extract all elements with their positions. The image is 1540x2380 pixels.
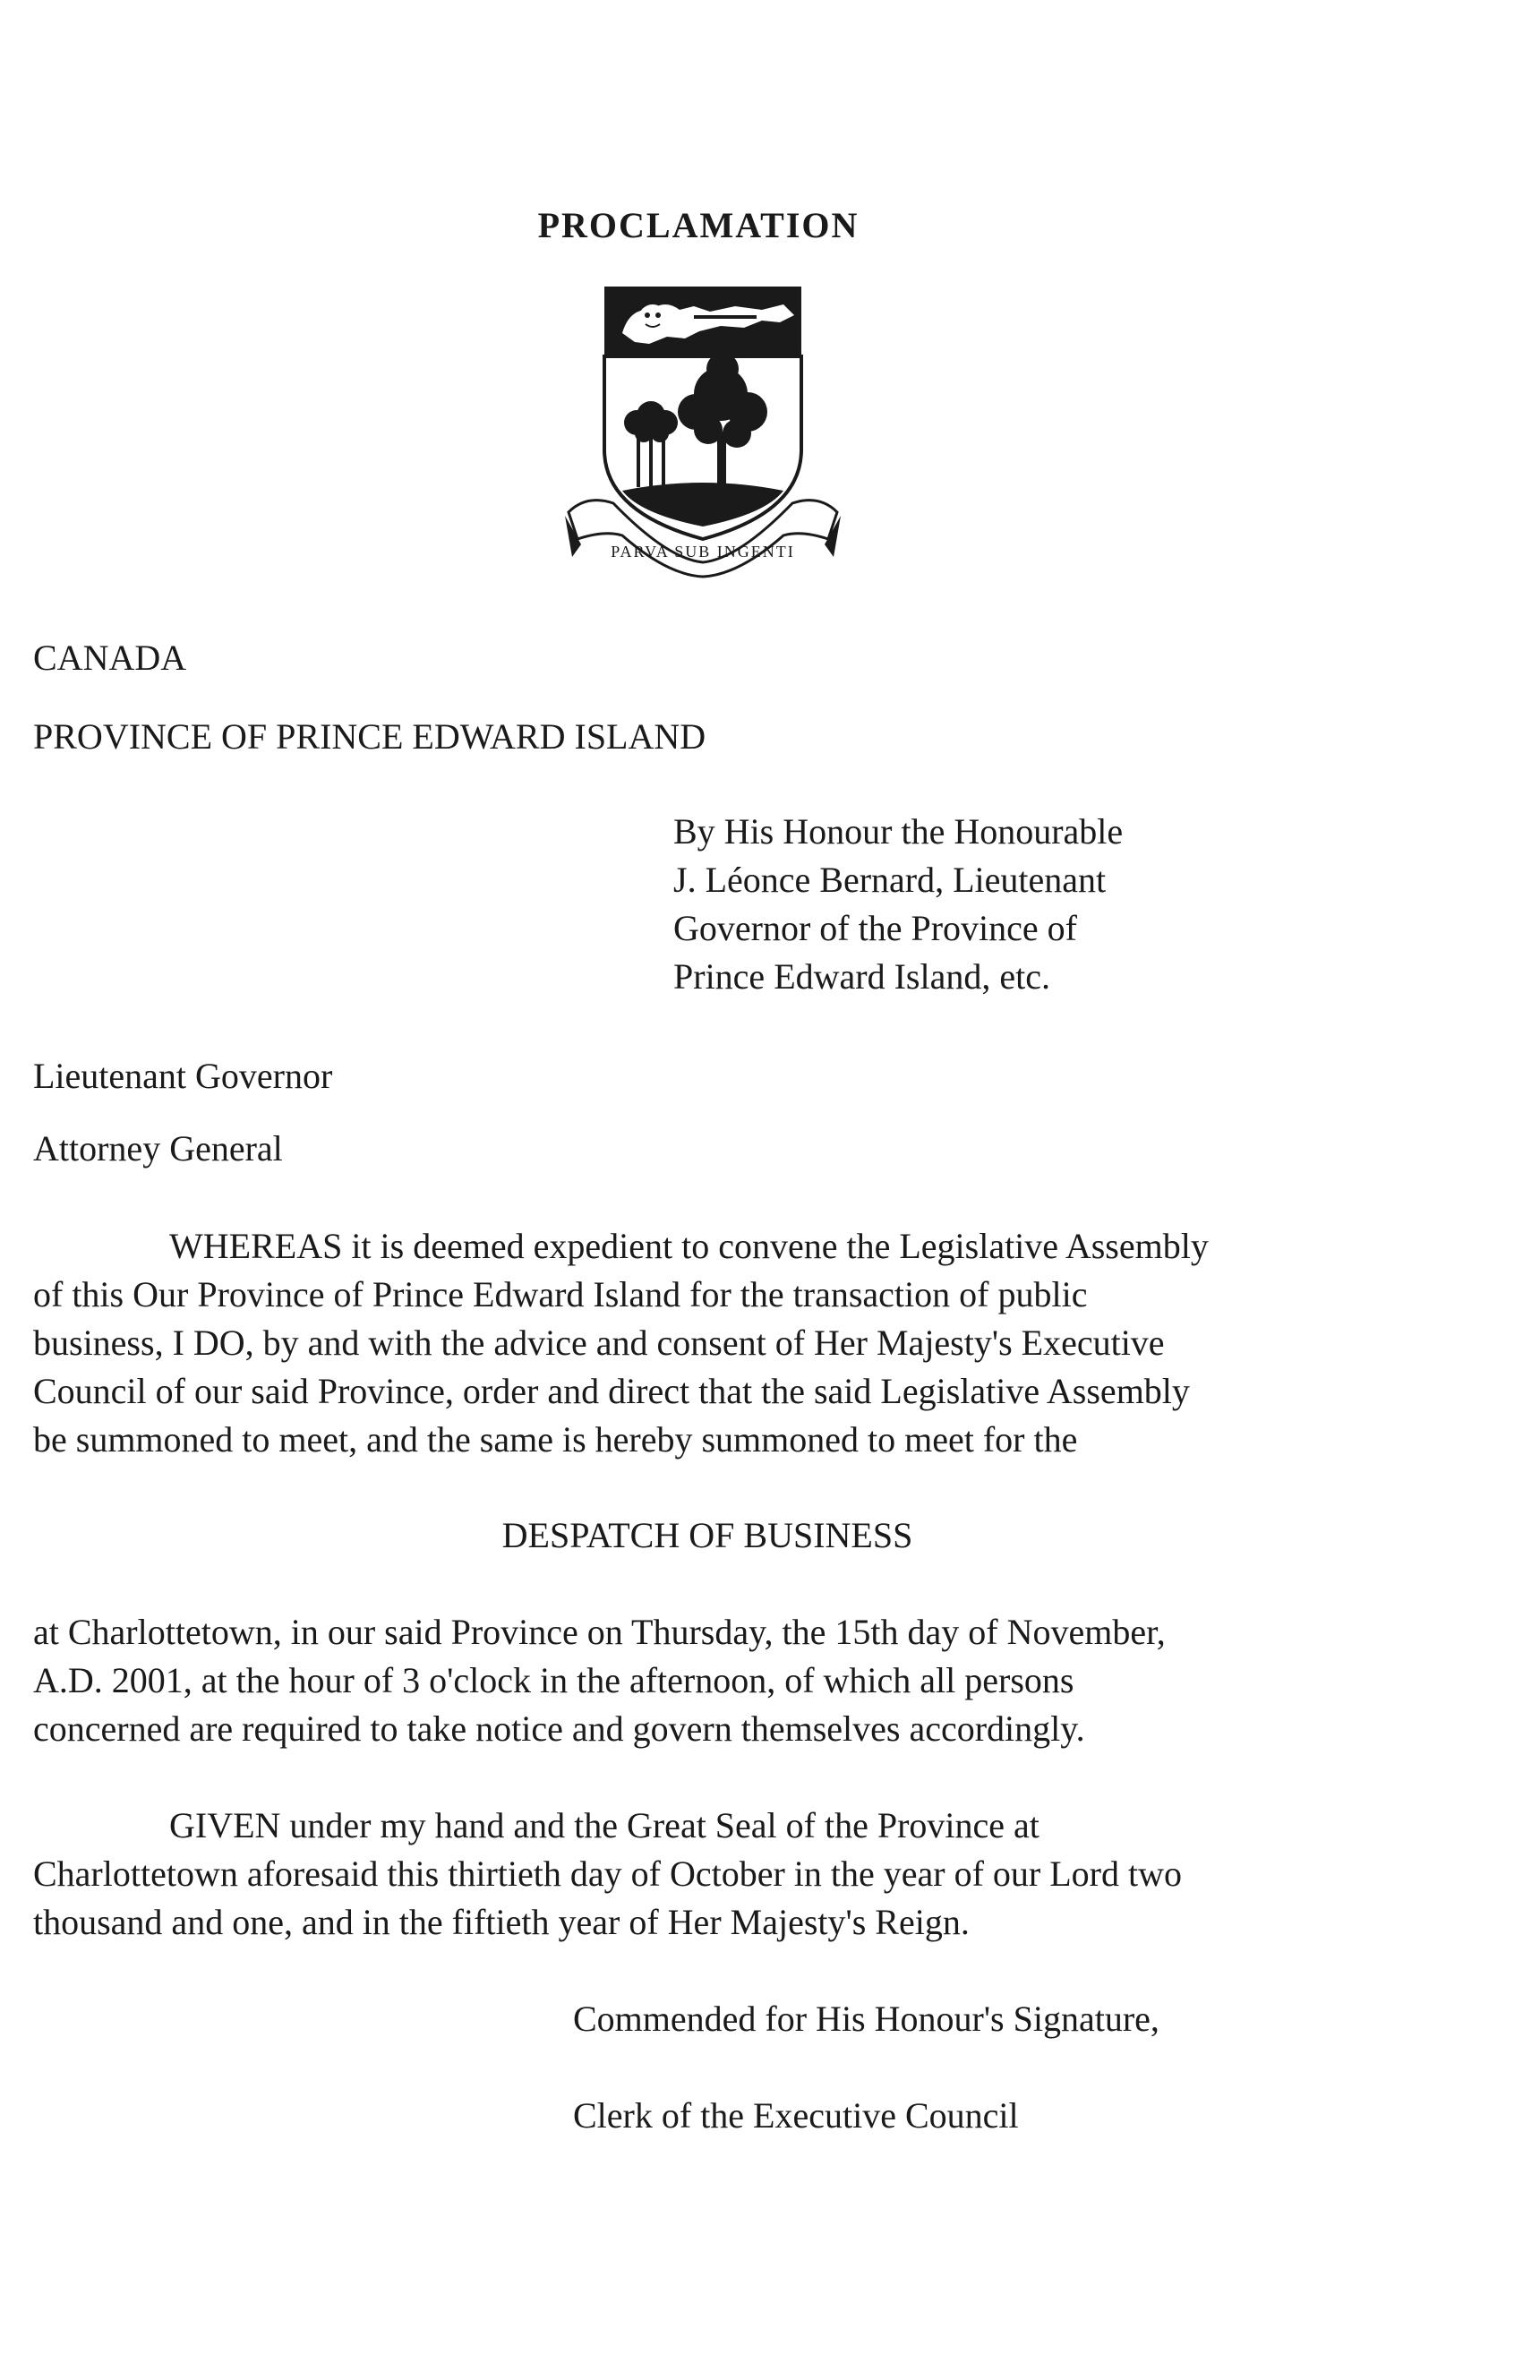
paragraph-line: business, I DO, by and with the advice and consent of Her Majesty's Executive	[33, 1323, 1165, 1363]
paragraph-line: be summoned to meet, and the same is hereby summoned to meet for the	[33, 1419, 1078, 1460]
paragraph-line: at Charlottetown, in our said Province on Thursday, the 15th day of November,	[33, 1612, 1166, 1652]
paragraph-line: thousand and one, and in the fiftieth year of Her Majesty's Reign.	[33, 1902, 970, 1942]
crest-motto: PARVA SUB INGENTI	[611, 543, 795, 561]
paragraph-line: concerned are required to take notice and govern themselves accordingly.	[33, 1708, 1085, 1749]
authority-block	[673, 808, 1300, 1001]
paragraph-line: GIVEN under my hand and the Great Seal of the Province at	[169, 1805, 1040, 1845]
coat-of-arms-icon	[560, 279, 846, 584]
attorney-general-label: Attorney General	[33, 1128, 283, 1169]
authority-line: By His Honour the Honourable	[673, 811, 1124, 852]
commended-line: Commended for His Honour's Signature,	[573, 1999, 1159, 2039]
paragraph-line: WHEREAS it is deemed expedient to convene the Legislative Assembly	[169, 1226, 1209, 1266]
business-heading: DESPATCH OF BUSINESS	[501, 1515, 913, 1555]
given-paragraph	[33, 1802, 1376, 1947]
authority-line: Prince Edward Island, etc.	[673, 956, 1050, 997]
paragraph-line: A.D. 2001, at the hour of 3 o'clock in the afternoon, of which all persons	[33, 1660, 1074, 1700]
paragraph-line: Council of our said Province, order and direct that the said Legislative Assembly	[33, 1371, 1190, 1411]
proclamation-title: PROCLAMATION	[537, 205, 860, 245]
authority-line: J. Léonce Bernard, Lieutenant	[673, 860, 1107, 900]
meeting-paragraph	[33, 1608, 1376, 1753]
lieutenant-governor-label: Lieutenant Governor	[33, 1056, 333, 1096]
clerk-line: Clerk of the Executive Council	[573, 2095, 1019, 2136]
province-label: PROVINCE OF PRINCE EDWARD ISLAND	[33, 716, 706, 757]
whereas-paragraph	[33, 1222, 1376, 1464]
country-label: CANADA	[33, 638, 187, 678]
paragraph-line: of this Our Province of Prince Edward Island for the transaction of public	[33, 1274, 1088, 1314]
authority-line: Governor of the Province of	[673, 908, 1077, 948]
paragraph-line: Charlottetown aforesaid this thirtieth day of October in the year of our Lord two	[33, 1853, 1182, 1894]
